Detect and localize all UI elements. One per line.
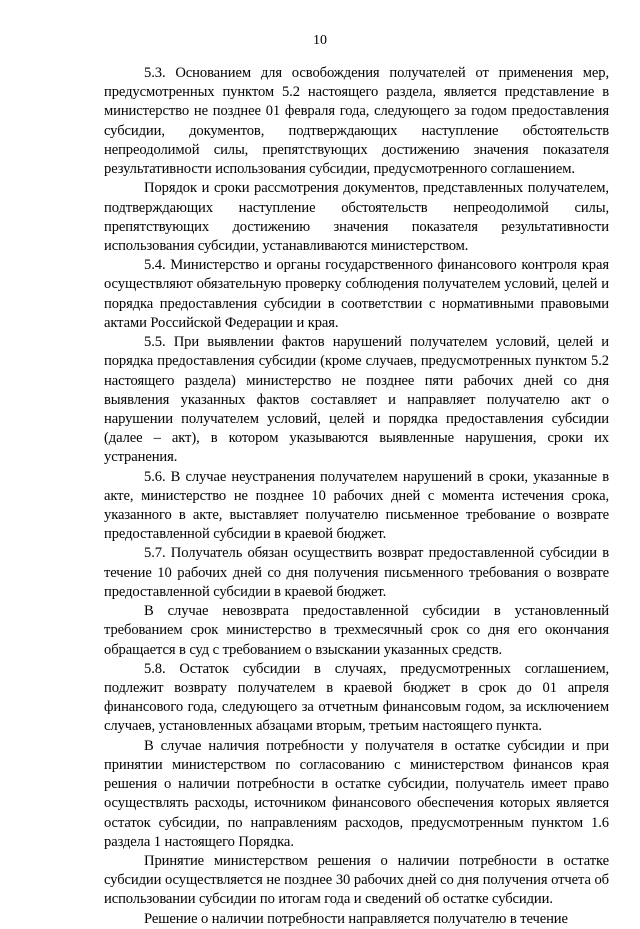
paragraph-5-4: 5.4. Министерство и органы государственного финансового контроля края осуществляют обязательную проверку соблюдения получателем условий, целей и порядка предоставления субсидии в соответствии с нормативными правовыми актами Российской Федерации и края. bbox=[104, 257, 609, 331]
paragraph-5-7: 5.7. Получатель обязан осуществить возврат предоставленной субсидии в течение 10 рабочих дней со дня получения письменного требования о возврате предоставленной субсидии в краевой бюджет. bbox=[104, 545, 609, 600]
paragraph-procedure-terms: Порядок и сроки рассмотрения документов, представленных получателем, подтверждающих наступление обстоятельств непреодолимой силы, препятствующих достижению значения показателя результативности использования субсидии, устанавливаются министерством. bbox=[104, 180, 609, 254]
paragraph-5-5: 5.5. При выявлении фактов нарушений получателем условий, целей и порядка предоставления субсидии (кроме случаев, предусмотренных пунктом 5.2 настоящего раздела) министерство не позднее пяти рабочих дней со дня выявления указанных фактов составляет и направляет получателю акт о нарушении получателем условий, целей и порядка предоставления субсидии (далее – акт), в котором указываются выявленные нарушения, сроки их устранения. bbox=[104, 334, 609, 466]
paragraph-non-return: В случае невозврата предоставленной субсидии в установленный требованием срок министерство в трехмесячный срок со дня его окончания обращается в суд с требованием о взыскании указанных средств. bbox=[104, 603, 609, 658]
page-number: 10 bbox=[313, 33, 327, 48]
paragraph-5-3: 5.3. Основанием для освобождения получателей от применения мер, предусмотренных пунктом 5.2 настоящего раздела, является представление в министерство не позднее 01 февраля года, следующего за годом предоставления субсидии, документов, подтверждающих наступление обстоятельств непреодолимой силы, препятствующих достижению значения показателя результативности использования субсидии, предусмотренного соглашением. bbox=[104, 65, 609, 178]
paragraph-5-8: 5.8. Остаток субсидии в случаях, предусмотренных соглашением, подлежит возврату получателем в краевой бюджет в срок до 01 апреля финансового года, следующего за отчетным финансовым годом, за исключением случаев, установленных абзацами вторым, третьим настоящего пункта. bbox=[104, 660, 609, 735]
paragraph-5-6: 5.6. В случае неустранения получателем нарушений в сроки, указанные в акте, министерство не позднее 10 рабочих дней с момента истечения срока, указанного в акте, выставляет получателю письменное требование о возврате предоставленной субсидии в краевой бюджет. bbox=[104, 468, 609, 543]
document-body bbox=[104, 64, 609, 929]
paragraph-decision-timing: Принятие министерством решения о наличии потребности в остатке субсидии осуществляется не позднее 30 рабочих дней со дня получения отчета об использовании субсидии по итогам года и сведений об остатке субсидии. bbox=[104, 852, 609, 908]
paragraph-remaining-need: В случае наличия потребности у получателя в остатке субсидии и при принятии министерством по согласованию с министерством финансов края решения о наличии потребности в остатке субсидии, получатель имеет право осуществлять расходы, источником финансового обеспечения которых является остаток субсидии, по направлениям расходов, предусмотренным пунктом 1.6 раздела 1 настоящего Порядка. bbox=[104, 737, 609, 850]
paragraph-decision-sent: Решение о наличии потребности направляется получателю в течение bbox=[144, 910, 568, 927]
